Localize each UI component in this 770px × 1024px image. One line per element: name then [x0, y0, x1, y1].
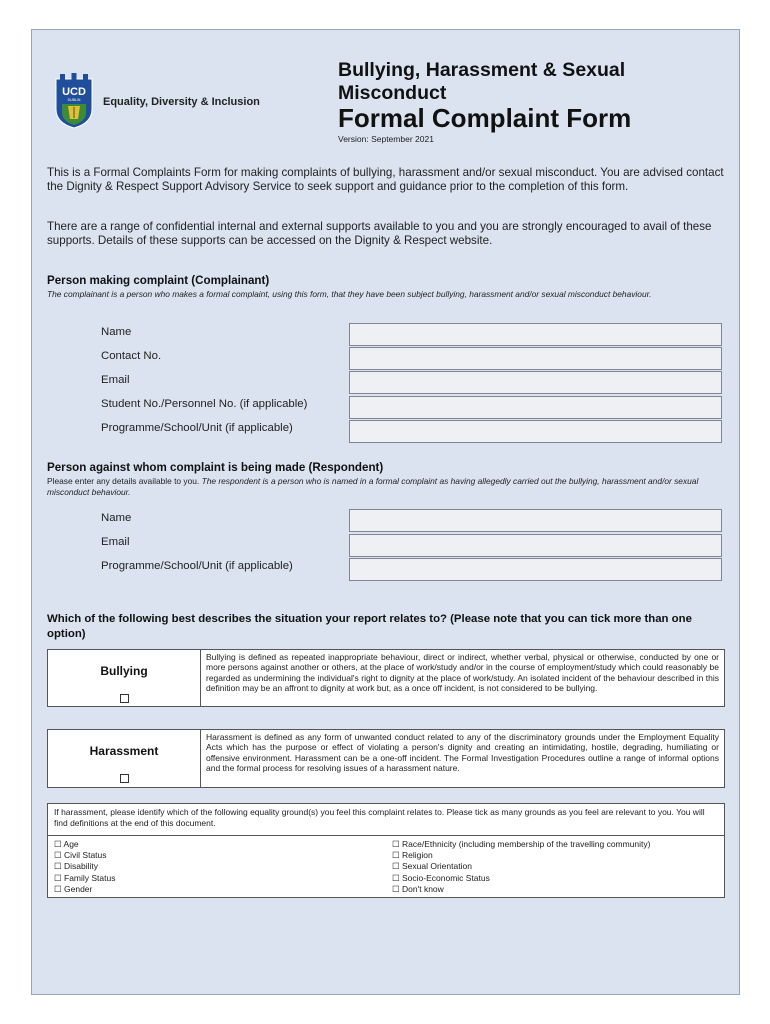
- ground-label: Sexual Orientation: [402, 861, 472, 872]
- complainant-name-label: Name: [101, 326, 132, 338]
- complainant-unit-label: Programme/School/Unit (if applicable): [101, 422, 293, 434]
- grounds-right-column: [392, 839, 651, 895]
- harassment-definition: Harassment is defined as any form of unwanted conduct related to any of the discriminatory grounds under the Employment Equality Acts which has the purpose or effect of violating a person's dignity and creating an intimidating, hostile, degrading, humiliating or offensive environment. Harassment can be a one-off incident. The Formal Investigation Procedures outline a range of informal options and the formal process for resolving issues of a harassment nature.: [206, 732, 719, 774]
- page-title: Formal Complaint Form: [338, 103, 632, 133]
- equality-grounds-intro: If harassment, please identify which of the following equality ground(s) you feel this complaint relates to. Please tick as many grounds as you feel are relevant to you. You will find definitions at the end of this document.: [54, 807, 705, 828]
- checkbox-icon: ☐: [54, 883, 62, 894]
- respondent-description-plain: Please enter any details available to you.: [47, 476, 202, 486]
- bullying-option-row: [47, 649, 725, 707]
- ground-label: Gender: [64, 883, 93, 894]
- situation-question: Which of the following best describes the situation your report relates to? (Please note that you can tick more than one option): [47, 613, 692, 640]
- complainant-name-input[interactable]: [350, 324, 721, 345]
- ground-label: Religion: [402, 850, 433, 861]
- form-page: [31, 29, 740, 995]
- complainant-id-field[interactable]: [349, 396, 722, 419]
- respondent-email-field[interactable]: [349, 534, 722, 557]
- harassment-option-label: Harassment: [89, 744, 159, 758]
- ground-label: Civil Status: [64, 850, 107, 861]
- ucd-logo-icon: [54, 73, 94, 129]
- ground-disability[interactable]: [54, 861, 116, 872]
- checkbox-icon: ☐: [392, 839, 400, 849]
- checkbox-icon: ☐: [392, 861, 400, 872]
- harassment-option-cell: [48, 730, 201, 787]
- respondent-unit-input[interactable]: [350, 559, 721, 580]
- complainant-unit-input[interactable]: [350, 421, 721, 442]
- checkbox-icon: ☐: [54, 839, 62, 849]
- ground-sexual-orientation[interactable]: [392, 861, 651, 872]
- logo-text: UCD: [62, 86, 86, 98]
- complainant-description: [47, 289, 717, 300]
- bullying-checkbox[interactable]: [120, 694, 129, 703]
- ground-label: Family Status: [64, 872, 116, 883]
- ground-label: Age: [63, 839, 79, 849]
- ground-label: Don't know: [402, 883, 444, 894]
- respondent-email-input[interactable]: [350, 535, 721, 556]
- ground-religion[interactable]: [392, 850, 651, 861]
- complainant-id-label: Student No./Personnel No. (if applicable): [101, 398, 308, 410]
- complainant-contact-input[interactable]: [350, 348, 721, 369]
- respondent-name-label: Name: [101, 512, 132, 524]
- respondent-description-italic: The respondent is a person who is named in a formal complaint as having allegedly carried out the bullying, harassment and/or sexual misconduct behaviour.: [47, 476, 699, 497]
- org-label: Equality, Diversity & Inclusion: [103, 96, 260, 108]
- ground-socio-economic-status[interactable]: [392, 873, 651, 884]
- checkbox-icon: ☐: [54, 850, 62, 861]
- complainant-description-text: The complainant is a person who makes a formal complaint, using this form, that they have been subject bullying, harassment and/or sexual misconduct behaviour.: [47, 289, 652, 299]
- checkbox-icon: ☐: [54, 861, 62, 872]
- title-line-1: Bullying, Harassment & Sexual: [338, 59, 626, 81]
- bullying-definition: Bullying is defined as repeated inappropriate behaviour, direct or indirect, whether verbal, physical or otherwise, conducted by one or more persons against another or others, at the place of work/study and/or in the course of employment/study which could reasonably be regarded as undermining the individual's right to dignity at the place of work/study. An isolated incident of the behaviour described in this definition may be an affront to dignity at work but, as a once off incident, is not considered to be bullying.: [206, 652, 719, 694]
- bullying-option-cell: [48, 650, 201, 706]
- checkbox-icon: ☐: [392, 850, 400, 861]
- equality-grounds-table: [47, 803, 725, 898]
- ground-civil-status[interactable]: [54, 850, 116, 861]
- ground-family-status[interactable]: [54, 873, 116, 884]
- respondent-unit-label: Programme/School/Unit (if applicable): [101, 560, 293, 572]
- complainant-email-label: Email: [101, 374, 130, 386]
- harassment-checkbox[interactable]: [120, 774, 129, 783]
- logo-subtext: DUBLIN: [67, 98, 81, 102]
- complainant-unit-field[interactable]: [349, 420, 722, 443]
- complainant-email-input[interactable]: [350, 372, 721, 393]
- complainant-id-input[interactable]: [350, 397, 721, 418]
- respondent-unit-field[interactable]: [349, 558, 722, 581]
- complainant-name-field[interactable]: [349, 323, 722, 346]
- complainant-contact-field[interactable]: [349, 347, 722, 370]
- respondent-heading: Person against whom complaint is being made (Respondent): [47, 461, 384, 474]
- respondent-name-field[interactable]: [349, 509, 722, 532]
- respondent-description: [47, 476, 717, 497]
- grounds-left-column: [54, 839, 116, 895]
- complainant-contact-label: Contact No.: [101, 350, 162, 362]
- ground-gender[interactable]: [54, 884, 116, 895]
- intro-paragraph-2: There are a range of confidential internal and external supports available to you and you are strongly encouraged to avail of these supports. Details of these supports can be accessed on the Dignity & Respect website.: [47, 220, 712, 247]
- ground-age[interactable]: [54, 839, 116, 850]
- version-label: Version: September 2021: [338, 134, 434, 144]
- bullying-option-label: Bullying: [100, 664, 148, 678]
- ground-label: Disability: [64, 861, 99, 872]
- ground-label: Race/Ethnicity (including membership of the travelling community): [402, 839, 651, 849]
- checkbox-icon: ☐: [392, 883, 400, 894]
- title-line-2: Misconduct: [338, 82, 447, 104]
- respondent-email-label: Email: [101, 536, 130, 548]
- checkbox-icon: ☐: [54, 872, 62, 883]
- ground-dont-know[interactable]: [392, 884, 651, 895]
- ground-label: Socio-Economic Status: [402, 872, 490, 883]
- grounds-divider: [48, 835, 724, 836]
- harassment-option-row: [47, 729, 725, 788]
- checkbox-icon: ☐: [392, 872, 400, 883]
- complainant-heading: Person making complaint (Complainant): [47, 274, 270, 287]
- ground-race-ethnicity[interactable]: [392, 839, 651, 850]
- respondent-name-input[interactable]: [350, 510, 721, 531]
- complainant-email-field[interactable]: [349, 371, 722, 394]
- title-subject: [338, 59, 728, 105]
- intro-paragraph-1: This is a Formal Complaints Form for making complaints of bullying, harassment and/or sexual misconduct. You are advised contact the Dignity & Respect Support Advisory Service to seek support and guidance prior to the completion of this form.: [47, 166, 724, 193]
